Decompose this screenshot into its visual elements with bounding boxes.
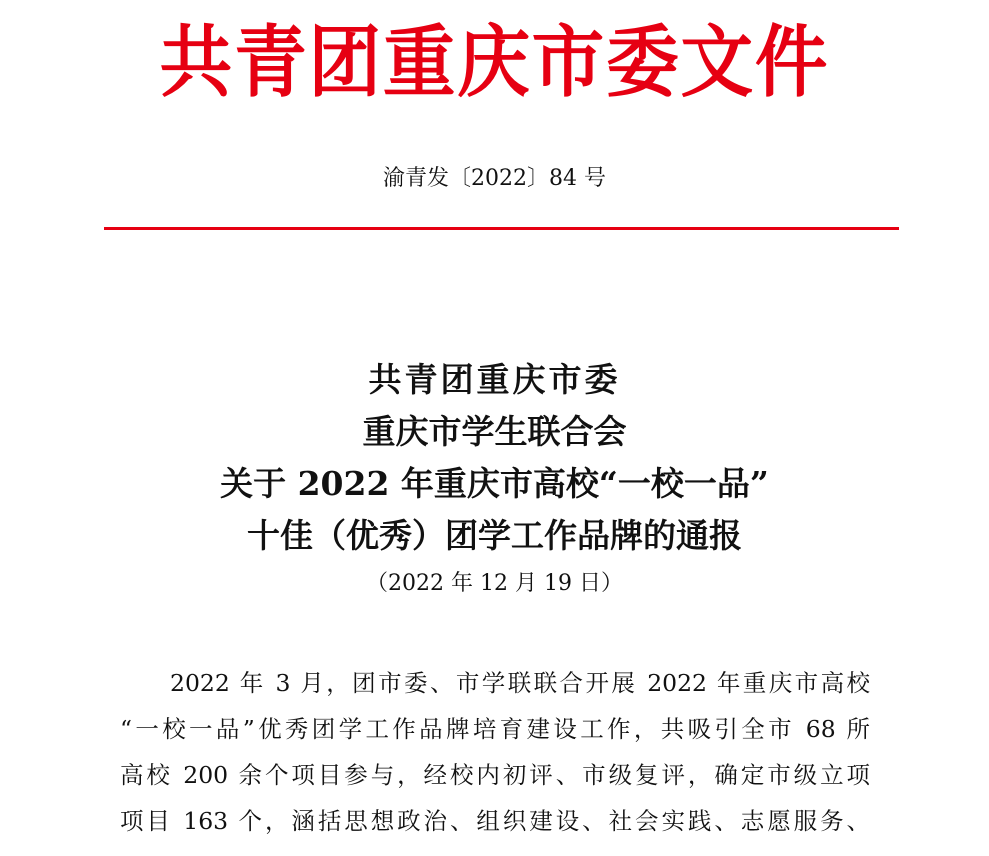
- issue-date: （2022 年 12 月 19 日）: [366, 571, 623, 596]
- document-masthead: 共青团重庆市委文件: [159, 18, 830, 108]
- body-paragraph: [120, 660, 870, 844]
- title-line-subject-1: 关于 2022 年重庆市高校“一校一品”: [220, 464, 769, 503]
- body-line: “一校一品”优秀团学工作品牌培育建设工作，共吸引全市 68 所: [120, 715, 870, 743]
- body-line: 高校 200 余个项目参与，经校内初评、市级复评，确定市级立项: [120, 761, 870, 789]
- notice-title-block: [0, 354, 989, 602]
- title-line-subject-2: 十佳（优秀）团学工作品牌的通报: [247, 516, 742, 555]
- body-line: 项目 163 个，涵括思想政治、组织建设、社会实践、志愿服务、: [120, 807, 870, 835]
- body-line: 2022 年 3 月，团市委、市学联联合开展 2022 年重庆市高校: [170, 669, 870, 697]
- title-line-issuer-2: 重庆市学生联合会: [362, 412, 627, 451]
- red-separator-line: [104, 227, 899, 230]
- document-number: 渝青发〔2022〕84 号: [383, 166, 606, 191]
- title-line-issuer-1: 共青团重庆市委: [368, 360, 621, 399]
